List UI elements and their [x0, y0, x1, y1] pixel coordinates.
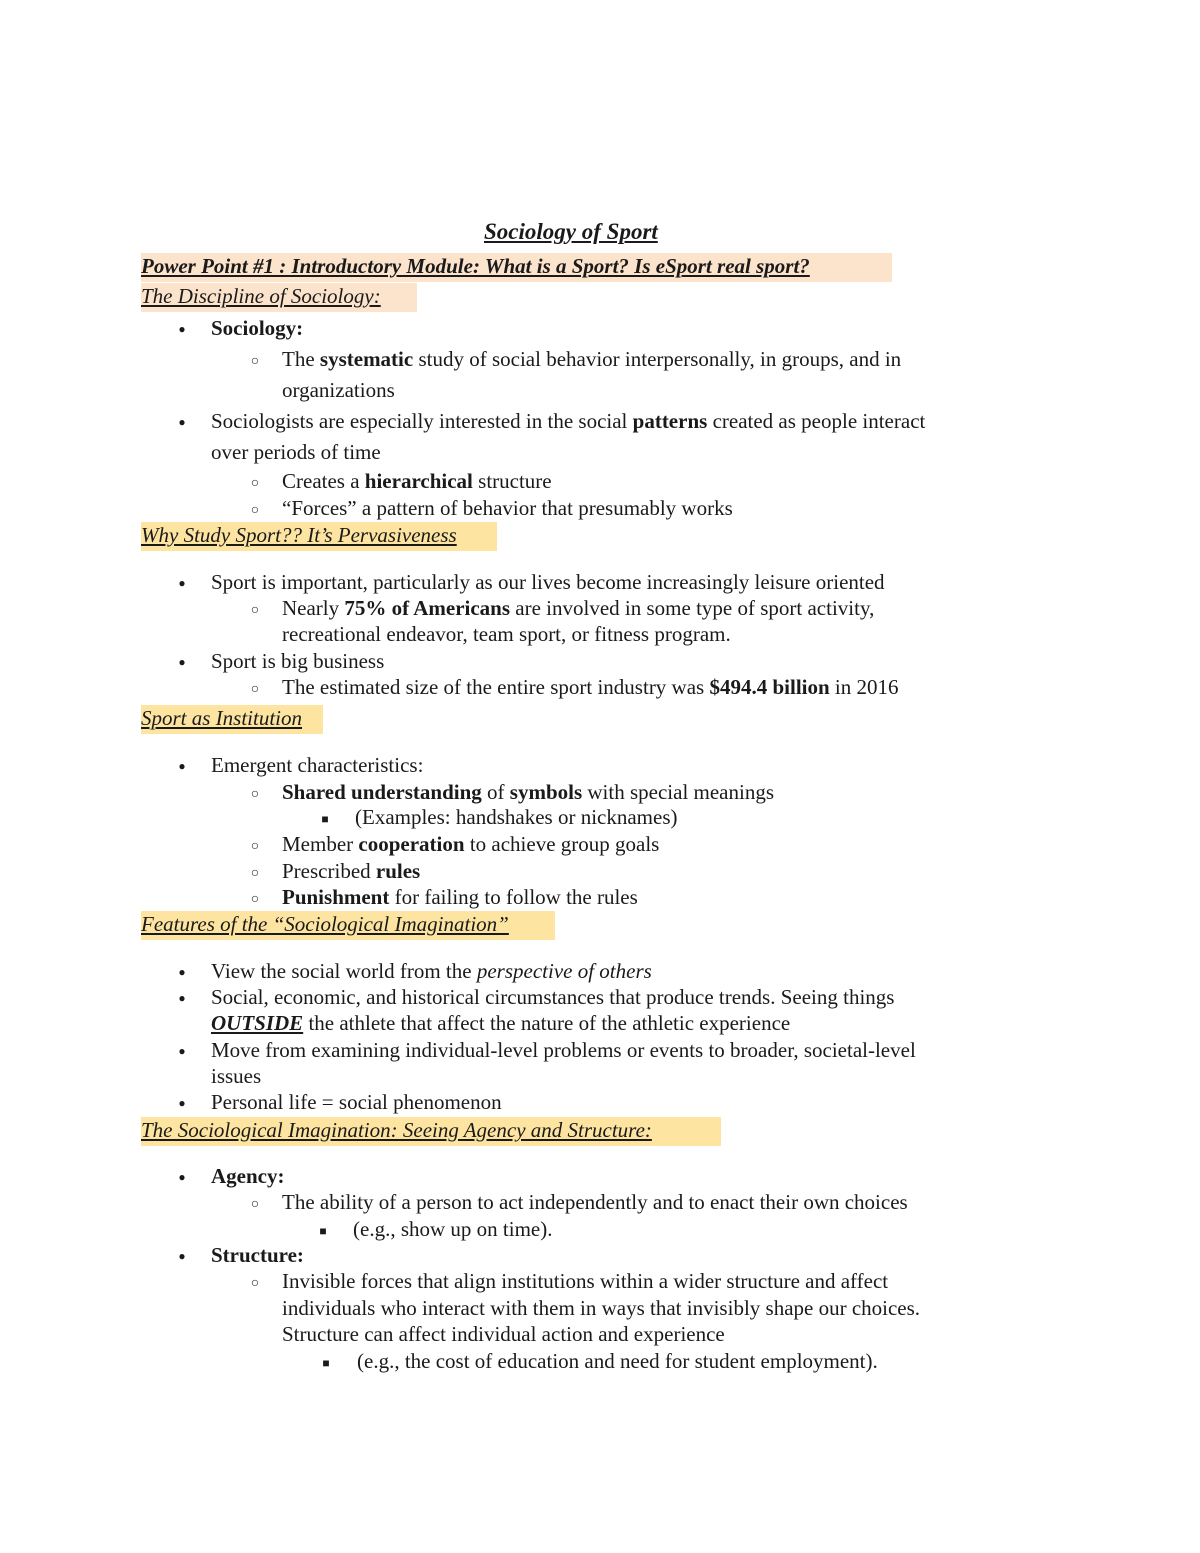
list-item: Personal life = social phenomenon — [211, 1090, 502, 1114]
circle-bullet-icon — [245, 779, 265, 809]
bullet-icon — [172, 1089, 192, 1118]
list-item-continuation: over periods of time — [211, 440, 381, 464]
list-item: Move from examining individual-level problems or events to broader, societal-level — [211, 1038, 916, 1062]
circle-bullet-icon — [245, 1268, 265, 1298]
circle-bullet-icon — [245, 674, 265, 704]
section-heading: The Sociological Imagination: Seeing Agency and Structure: — [141, 1118, 652, 1142]
square-bullet-icon — [316, 1348, 336, 1377]
circle-bullet-icon — [245, 468, 265, 498]
section-heading: Why Study Sport?? It’s Pervasiveness — [141, 523, 457, 547]
list-item: Structure: — [211, 1243, 304, 1267]
circle-bullet-icon — [245, 1189, 265, 1219]
list-item: Social, economic, and historical circumstances that produce trends. Seeing things — [211, 985, 895, 1009]
list-item: View the social world from the perspective of others — [211, 959, 652, 983]
list-item: Sociology: — [211, 316, 304, 340]
list-item: (e.g., the cost of education and need for student employment). — [357, 1349, 878, 1373]
list-item: The ability of a person to act independently and to enact their own choices — [282, 1190, 908, 1214]
module-subtitle: Power Point #1 : Introductory Module: What is a Sport? Is eSport real sport? — [141, 254, 810, 278]
circle-bullet-icon — [245, 831, 265, 861]
list-item: (e.g., show up on time). — [353, 1217, 553, 1241]
list-item: Emergent characteristics: — [211, 753, 424, 777]
section-heading: Features of the “Sociological Imagination” — [141, 912, 509, 936]
list-item: Sport is big business — [211, 649, 385, 673]
list-item: Sport is important, particularly as our lives become increasingly leisure oriented — [211, 570, 885, 594]
document-title: Sociology of Sport — [484, 219, 658, 244]
bullet-icon — [172, 408, 192, 437]
circle-bullet-icon — [245, 495, 265, 525]
circle-bullet-icon — [245, 884, 265, 914]
list-item-continuation: Structure can affect individual action and experience — [282, 1322, 725, 1346]
list-item: Punishment for failing to follow the rules — [282, 885, 638, 909]
list-item: (Examples: handshakes or nicknames) — [355, 805, 678, 829]
bullet-icon — [172, 958, 192, 987]
square-bullet-icon — [315, 804, 335, 833]
bullet-icon — [172, 1037, 192, 1066]
list-item: Invisible forces that align institutions within a wider structure and affect — [282, 1269, 889, 1293]
bullet-icon — [172, 1163, 192, 1192]
bullet-icon — [172, 752, 192, 781]
section-heading: The Discipline of Sociology: — [141, 284, 381, 308]
list-item-continuation: OUTSIDE the athlete that affect the nature of the athletic experience — [211, 1011, 791, 1035]
list-item: Sociologists are especially interested in the social patterns created as people interact — [211, 409, 926, 433]
list-item: Member cooperation to achieve group goals — [282, 832, 660, 856]
list-item: Nearly 75% of Americans are involved in some type of sport activity, — [282, 596, 875, 620]
list-item-continuation: recreational endeavor, team sport, or fitness program. — [282, 622, 731, 646]
bullet-icon — [172, 315, 192, 344]
list-item: The estimated size of the entire sport industry was $494.4 billion in 2016 — [282, 675, 899, 699]
list-item-continuation: issues — [211, 1064, 262, 1088]
list-item: “Forces” a pattern of behavior that presumably works — [282, 496, 733, 520]
list-item-continuation: organizations — [282, 378, 395, 402]
bullet-icon — [172, 569, 192, 598]
list-item: Prescribed rules — [282, 859, 421, 883]
list-item: Creates a hierarchical structure — [282, 469, 552, 493]
bullet-icon — [172, 984, 192, 1013]
bullet-icon — [172, 648, 192, 677]
section-heading: Sport as Institution — [141, 706, 303, 730]
list-item: Agency: — [211, 1164, 285, 1188]
list-item: The systematic study of social behavior interpersonally, in groups, and in — [282, 347, 902, 371]
square-bullet-icon — [313, 1216, 333, 1245]
circle-bullet-icon — [245, 346, 265, 376]
list-item: Shared understanding of symbols with special meanings — [282, 780, 775, 804]
bullet-icon — [172, 1242, 192, 1271]
circle-bullet-icon — [245, 595, 265, 625]
list-item-continuation: individuals who interact with them in ways that invisibly shape our choices. — [282, 1296, 921, 1320]
